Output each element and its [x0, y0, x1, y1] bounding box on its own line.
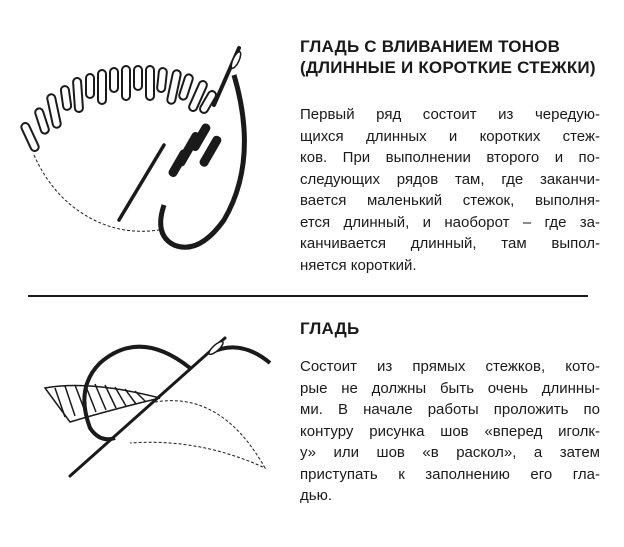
- section-divider: [28, 295, 588, 297]
- body-line: канчивается длинный, там выпол-: [300, 235, 600, 252]
- body-line: ется длинный, и наоборот – где за-: [300, 213, 600, 231]
- dashed-outline: [130, 401, 265, 468]
- body-line: приступать к заполнению его гла-: [300, 465, 600, 483]
- body-line: вается маленький стежок, выполня-: [300, 192, 600, 209]
- body-line: у» или шов «в раскол», а затем: [300, 444, 600, 461]
- section-title-satin: [300, 318, 359, 339]
- second-row-stitches: [167, 122, 223, 178]
- dashed-outline: [34, 155, 159, 231]
- section-title-long-short: [300, 36, 610, 78]
- stitch-row: [20, 66, 217, 152]
- body-line: рые не должны быть очень длинны-: [300, 379, 600, 397]
- body-line: контуру рисунка шов «вперед иголк-: [300, 422, 600, 440]
- body-line: дью.: [300, 487, 332, 504]
- body-line: Состоит из прямых стежков, кото-: [300, 358, 600, 375]
- body-line: следующих рядов там, где заканчи-: [300, 170, 600, 188]
- body-line: няется короткий.: [300, 256, 417, 274]
- title-line: ГЛАДЬ: [300, 319, 360, 338]
- title-line: (ДЛИННЫЕ И КОРОТКИЕ СТЕЖКИ): [300, 58, 596, 77]
- needle-icon: [119, 145, 164, 220]
- body-line: щихся длинных и коротких стеж-: [300, 127, 600, 145]
- body-line: ми. В начале работы проложить по: [300, 401, 600, 418]
- body-line: Первый ряд состоит из чередую-: [300, 106, 600, 123]
- body-line: ков. При выполнении второго и по-: [300, 149, 600, 166]
- needle-long-short-stitch-illustration: [14, 30, 284, 270]
- satin-fill: [45, 384, 160, 422]
- section-body-satin: [300, 356, 600, 507]
- needle-satin-stitch-illustration: [30, 318, 290, 488]
- title-line: ГЛАДЬ С ВЛИВАНИЕМ ТОНОВ: [300, 37, 561, 56]
- section-body-long-short: [300, 104, 600, 276]
